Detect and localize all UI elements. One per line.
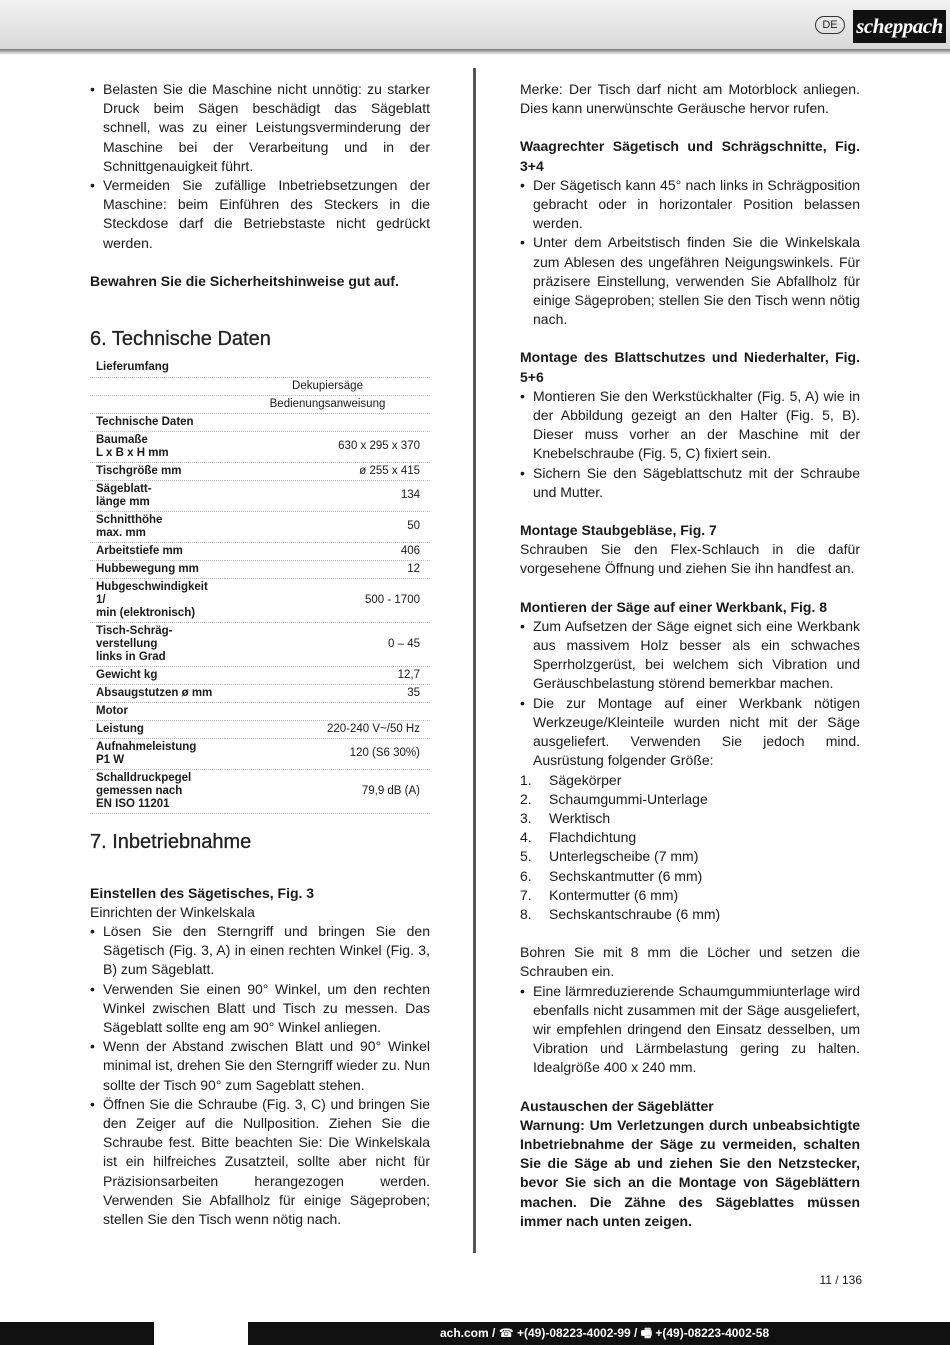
spec-value: 406 bbox=[225, 542, 430, 560]
spec-section-label: Lieferumfang bbox=[90, 359, 430, 377]
section-7-title: 7. Inbetriebnahme bbox=[90, 830, 252, 853]
parts-item bbox=[520, 867, 860, 886]
spec-row bbox=[90, 622, 430, 666]
blower-text: Schrauben Sie den Flex-Schlauch in die dafür vorgesehene Öffnung und ziehen Sie ihn handfest an. bbox=[520, 541, 860, 577]
language-badge: DE bbox=[815, 16, 845, 34]
bullet-item: • Unter dem Arbeitstisch finden Sie die Winkelskala zum Ablesen des ungefähren Neigungswinkels. Für präzisere Einstellung, verwenden Sie Abfallholz für einige Sägeproben; stellen Sie den Tisch wenn nötig nach. bbox=[520, 233, 860, 329]
column-divider bbox=[473, 68, 476, 1253]
spec-value: 630 x 295 x 370 bbox=[225, 431, 430, 462]
blower-heading: Montage Staubgebläse, Fig. 7 bbox=[520, 522, 717, 539]
spec-value: 35 bbox=[225, 684, 430, 702]
parts-item-number: 7. bbox=[520, 886, 532, 903]
bullet-item: • Belasten Sie die Maschine nicht unnötig: zu starker Druck beim Sägen beschädigt das Sägeblatt schnell, was zu einer Leistungsverminderung der Maschine bei der Verarbeitung und in der Schnittgenauigkeit führt. bbox=[90, 80, 430, 176]
bullet-item: • Die zur Montage auf einer Werkbank nötigen Werkzeuge/Kleinteile wurden nicht mit der Säge ausgeliefert. Verwenden Sie jedoch mind. Ausrüstung folgender Größe: bbox=[520, 694, 860, 771]
spec-row bbox=[90, 431, 430, 462]
parts-item-label: Sechskantmutter (6 mm) bbox=[549, 867, 703, 884]
spec-key: Tisch-Schräg- verstellung links in Grad bbox=[90, 622, 225, 666]
spec-row bbox=[90, 702, 430, 720]
parts-item-number: 4. bbox=[520, 829, 532, 846]
spec-row bbox=[90, 377, 430, 395]
parts-item-label: Flachdichtung bbox=[549, 829, 637, 846]
parts-item bbox=[520, 809, 860, 828]
spec-row bbox=[90, 738, 430, 769]
bevel-heading: Waagrechter Sägetisch und Schrägschnitte, Fig. 3+4 bbox=[520, 138, 860, 174]
spec-table bbox=[90, 359, 430, 814]
parts-item bbox=[520, 886, 860, 905]
parts-item-label: Werktisch bbox=[549, 809, 611, 826]
parts-list bbox=[520, 771, 860, 925]
parts-item-label: Unterlegscheibe (7 mm) bbox=[549, 848, 699, 865]
bench-bullets bbox=[520, 617, 860, 771]
parts-item bbox=[520, 847, 860, 866]
spec-key: Baumaße L x B x H mm bbox=[90, 431, 225, 462]
parts-item-number: 2. bbox=[520, 790, 532, 807]
spec-value: 12 bbox=[225, 560, 430, 578]
spec-value: 50 bbox=[225, 511, 430, 542]
guard-bullets bbox=[520, 387, 860, 502]
table-setup-heading: Einstellen des Sägetisches, Fig. 3 bbox=[90, 884, 315, 901]
bullet-item: • Wenn der Abstand zwischen Blatt und 90° Winkel minimal ist, drehen Sie den Sterngriff wieder zu. Nun sollte der Tisch 90° zum Sageblatt stehen. bbox=[90, 1037, 430, 1095]
parts-item bbox=[520, 771, 860, 790]
spec-empty-cell bbox=[90, 377, 225, 395]
spec-empty-cell bbox=[90, 395, 225, 413]
parts-item-label: Kontermutter (6 mm) bbox=[549, 886, 679, 903]
parts-item bbox=[520, 828, 860, 847]
parts-item-label: Sechskantschraube (6 mm) bbox=[549, 905, 721, 922]
bullet-item: • Zum Aufsetzen der Säge eignet sich eine Werkbank aus massivem Holz besser als ein schwaches Sperrholzgerüst, bei welchem sich Vibration und Geräuschbelastung störend bemerkbar machen. bbox=[520, 617, 860, 694]
page-number: 11 / 136 bbox=[819, 1273, 862, 1287]
safety-bullets bbox=[90, 80, 430, 253]
spec-row bbox=[90, 462, 430, 480]
bullet-item: • Eine lärmreduzierende Schaumgummiunterlage wird ebenfalls nicht zusammen mit der Säge ausgeliefert, wir empfehlen dringend den Einsatz desselben, um Vibration und Lärmbelastung gering zu halten. Idealgröße 400 x 240 mm. bbox=[520, 982, 860, 1078]
foam-bullets bbox=[520, 982, 860, 1078]
spec-key: Sägeblatt- länge mm bbox=[90, 480, 225, 511]
spec-key: Schalldruckpegel gemessen nach EN ISO 11201 bbox=[90, 769, 225, 813]
parts-item-number: 8. bbox=[520, 905, 532, 922]
header-shadow bbox=[0, 49, 950, 55]
replace-heading: Austauschen der Sägeblätter bbox=[520, 1097, 714, 1114]
spec-section-label: Technische Daten bbox=[90, 413, 430, 431]
spec-key: Gewicht kg bbox=[90, 666, 225, 684]
section-6-title: 6. Technische Daten bbox=[90, 328, 271, 351]
footer-gap bbox=[154, 1322, 248, 1345]
parts-item-number: 1. bbox=[520, 771, 532, 788]
spec-row bbox=[90, 413, 430, 431]
footer-contact: ach.com / ☎ +(49)-08223-4002-99 / 🖷 +(49)-08223-4002-58 bbox=[440, 1326, 770, 1340]
spec-value: 12,7 bbox=[225, 666, 430, 684]
table-setup-bullets bbox=[90, 922, 430, 1229]
spec-key: Aufnahmeleistung P1 W bbox=[90, 738, 225, 769]
spec-key: Absaugstutzen ø mm bbox=[90, 684, 225, 702]
replace-warning: Warnung: Um Verletzungen durch unbeabsichtigte Inbetriebnahme der Säge zu vermeiden, schalten Sie die Säge ab und ziehen Sie den Netzstecker, bevor Sie sich an die Montage von Sägeblättern machen. Die Zähne des Sägeblattes müssen immer nach unten zeigen. bbox=[520, 1116, 860, 1229]
spec-value: 220-240 V~/50 Hz bbox=[225, 720, 430, 738]
bullet-item: • Verwenden Sie einen 90° Winkel, um den rechten Winkel zwischen Blatt und Tisch zu messen. Das Sägeblatt sollte eng am 90° Winkel anliegen. bbox=[90, 980, 430, 1038]
drill-text: Bohren Sie mit 8 mm die Löcher und setzen die Schrauben ein. bbox=[520, 944, 860, 980]
spec-row bbox=[90, 542, 430, 560]
page-header-bar bbox=[0, 0, 950, 50]
bullet-item: • Der Sägetisch kann 45° nach links in Schrägposition gebracht oder in horizontaler Position belassen werden. bbox=[520, 176, 860, 234]
parts-item-label: Schaumgummi-Unterlage bbox=[549, 790, 708, 807]
bullet-item: • Sichern Sie den Sägeblattschutz mit der Schraube und Mutter. bbox=[520, 464, 860, 502]
spec-key: Schnitthöhe max. mm bbox=[90, 511, 225, 542]
spec-value: 120 (S6 30%) bbox=[225, 738, 430, 769]
bench-heading: Montieren der Säge auf einer Werkbank, Fig. 8 bbox=[520, 598, 828, 615]
parts-item-number: 6. bbox=[520, 867, 532, 884]
parts-item-number: 5. bbox=[520, 848, 532, 865]
spec-row bbox=[90, 684, 430, 702]
keep-safety-note: Bewahren Sie die Sicherheitshinweise gut auf. bbox=[90, 272, 399, 289]
parts-item bbox=[520, 790, 860, 809]
brand-logo: scheppach bbox=[853, 10, 946, 43]
bullet-item: • Öffnen Sie die Schraube (Fig. 3, C) und bringen Sie den Zeiger auf die Nullposition. Ziehen Sie die Schraube fest. Bitte beachten Sie: Die Winkelskala ist ein hilfreiches Zusatzteil, sollte aber nicht für Präzisionsarbeiten herangezogen werden. Verwenden Sie Abfallholz für einige Sägeproben; stellen Sie den Tisch wenn nötig nach. bbox=[90, 1095, 430, 1229]
spec-value: 79,9 dB (A) bbox=[225, 769, 430, 813]
parts-item-label: Sägekörper bbox=[549, 771, 622, 788]
spec-row bbox=[90, 359, 430, 377]
guard-heading: Montage des Blattschutzes und Niederhalter, Fig. 5+6 bbox=[520, 349, 860, 385]
parts-item bbox=[520, 905, 860, 924]
spec-key: Hubbewegung mm bbox=[90, 560, 225, 578]
spec-key: Hubgeschwindigkeit 1/ min (elektronisch) bbox=[90, 578, 225, 622]
spec-row bbox=[90, 511, 430, 542]
spec-value: 0 – 45 bbox=[225, 622, 430, 666]
bullet-item: • Montieren Sie den Werkstückhalter (Fig. 5, A) wie in der Abbildung gezeigt an den Halter (Fig. 5, B). Dieser muss vorher an der Maschine mit der Knebelschraube (Fig. 5, C) fixiert sein. bbox=[520, 387, 860, 464]
spec-key: Arbeitstiefe mm bbox=[90, 542, 225, 560]
spec-value: ø 255 x 415 bbox=[225, 462, 430, 480]
bullet-item: • Vermeiden Sie zufällige Inbetriebsetzungen der Maschine: beim Einführen des Steckers in die Steckdose darf die Betriebstaste nicht gedrückt werden. bbox=[90, 176, 430, 253]
spec-scope-item: Dekupiersäge bbox=[225, 377, 430, 395]
spec-value: 134 bbox=[225, 480, 430, 511]
spec-key: Tischgröße mm bbox=[90, 462, 225, 480]
bullet-item: • Lösen Sie den Sterngriff und bringen Sie den Sägetisch (Fig. 3, A) in einen rechten Winkel (Fig. 3, B) zum Sägeblatt. bbox=[90, 922, 430, 980]
spec-section-label: Motor bbox=[90, 702, 430, 720]
spec-row bbox=[90, 666, 430, 684]
spec-row bbox=[90, 480, 430, 511]
spec-row bbox=[90, 720, 430, 738]
spec-row bbox=[90, 560, 430, 578]
right-column bbox=[520, 80, 860, 1231]
spec-value: 500 - 1700 bbox=[225, 578, 430, 622]
parts-item-number: 3. bbox=[520, 809, 532, 826]
spec-scope-item: Bedienungsanweisung bbox=[225, 395, 430, 413]
spec-row bbox=[90, 395, 430, 413]
bevel-bullets bbox=[520, 176, 860, 330]
left-column bbox=[90, 80, 430, 1229]
motor-note: Merke: Der Tisch darf nicht am Motorblock anliegen. Dies kann unerwünschte Geräusche hervor rufen. bbox=[520, 81, 860, 117]
table-setup-subheading: Einrichten der Winkelskala bbox=[90, 903, 255, 920]
spec-row bbox=[90, 769, 430, 813]
spec-row bbox=[90, 578, 430, 622]
spec-key: Leistung bbox=[90, 720, 225, 738]
